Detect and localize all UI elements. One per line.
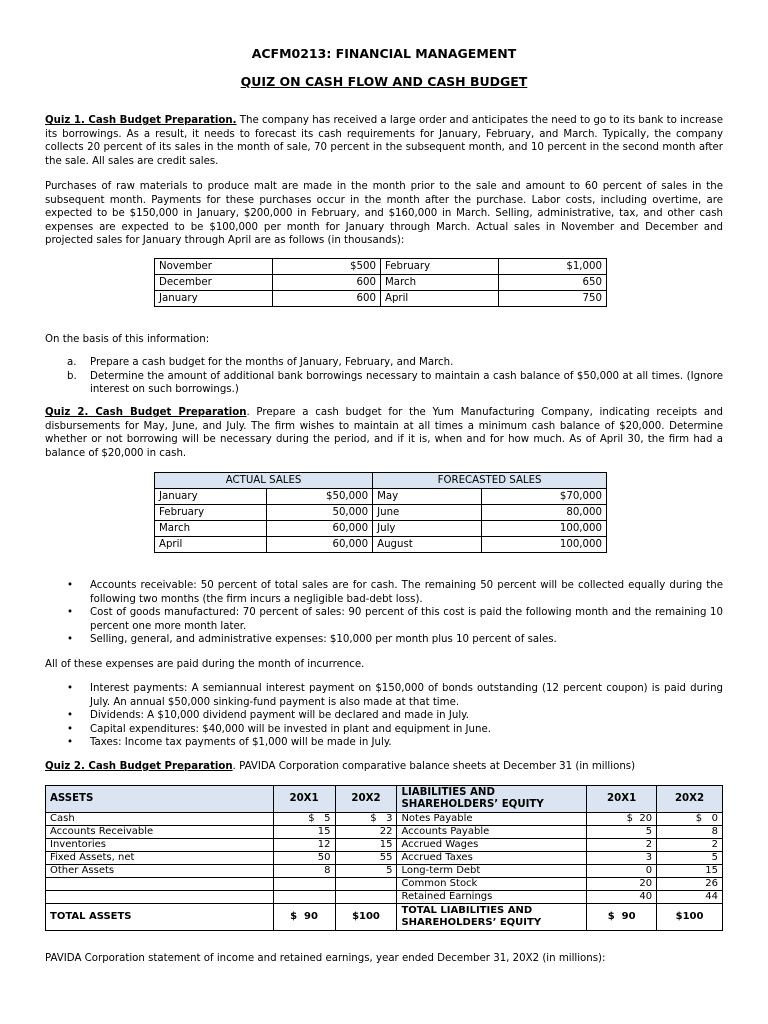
quiz1-task-list: [45, 356, 723, 397]
list-text: Prepare a cash budget for the months of January, February, and March.: [90, 357, 454, 368]
table-row: [46, 839, 723, 852]
quiz1-heading: Quiz 1. Cash Budget Preparation.: [45, 115, 237, 126]
sales-month: January: [155, 291, 273, 307]
quiz2-heading: Quiz 2. Cash Budget Preparation: [45, 407, 247, 418]
table-cell: Fixed Assets, net: [46, 852, 274, 865]
list-item: [45, 579, 723, 606]
forecasted-sales-header: FORECASTED SALES: [373, 473, 607, 489]
table-cell: [46, 891, 274, 904]
list-text: Cost of goods manufactured: 70 percent of sales: 90 percent of this cost is paid the following month and the remaining 10 percent one more month later.: [90, 607, 723, 632]
table-cell: 8: [657, 826, 723, 839]
quiz2-expenses-note: All of these expenses are paid during the month of incurrence.: [45, 659, 365, 670]
sales-month: February: [155, 505, 267, 521]
table-cell: 26: [657, 878, 723, 891]
quiz1-sales-table: [154, 258, 607, 307]
table-cell: 8: [273, 865, 335, 878]
sales-value: 60,000: [267, 537, 373, 553]
sales-month: March: [380, 275, 498, 291]
table-cell: 15: [335, 839, 397, 852]
table-cell: 5: [587, 826, 657, 839]
table-cell: 12: [273, 839, 335, 852]
list-item: [45, 370, 723, 397]
column-header: LIABILITIES AND SHAREHOLDERS’ EQUITY: [397, 786, 587, 813]
table-cell: $ 3: [335, 813, 397, 826]
sales-month: May: [373, 489, 482, 505]
quiz1-purchases: Purchases of raw materials to produce malt are made in the month prior to the sale and amount to 60 percent of sales in the subsequent month. Payments for these purchases occur in the month after the purchase. Labor costs, including overtime, are expected to be $150,000 in January, $200,000 in February, and $160,000 in March. Selling, administrative, tax, and other cash expenses are expected to be $100,000 per month for January through March. Actual sales in November and December and projected sales for January through April are as follows (in thousands):: [45, 181, 723, 246]
list-item: [45, 606, 723, 633]
table-cell: Accounts Receivable: [46, 826, 274, 839]
quiz2-intro: Quiz 2. Cash Budget Preparation. Prepare a cash budget for the Yum Manufacturing Company, indicating receipts and disbursements for May, June, and July. The firm wishes to maintain at all times a minimum cash balance of $20,000. Determine whether or not borrowing will be necessary during the period, and if it is, when and for how much. As of April 30, the firm had a balance of $20,000 in cash.: [45, 407, 723, 459]
sales-value: 80,000: [482, 505, 607, 521]
bullet-icon: •: [67, 683, 74, 694]
list-text: Interest payments: A semiannual interest payment on $150,000 of bonds outstanding (12 percent coupon) is paid during July. An annual $50,000 sinking-fund payment is also made at that time.: [90, 683, 723, 708]
table-cell: Notes Payable: [397, 813, 587, 826]
table-row: [155, 489, 607, 505]
bullet-icon: •: [67, 634, 74, 645]
table-cell: 3: [587, 852, 657, 865]
table-cell: 50: [273, 852, 335, 865]
quiz1-basis: On the basis of this information:: [45, 334, 210, 345]
column-header: 20X1: [587, 786, 657, 813]
table-row: [155, 521, 607, 537]
bullet-icon: •: [67, 710, 74, 721]
table-cell: [335, 891, 397, 904]
income-statement-intro: PAVIDA Corporation statement of income and retained earnings, year ended December 31, 20X2 (in millions):: [45, 953, 606, 964]
table-cell: [46, 878, 274, 891]
table-row: [155, 537, 607, 553]
list-text: Taxes: Income tax payments of $1,000 will be made in July.: [90, 737, 392, 748]
table-cell: 20: [587, 878, 657, 891]
bullet-icon: •: [67, 737, 74, 748]
sales-month: December: [155, 275, 273, 291]
column-header: 20X2: [335, 786, 397, 813]
table-row: [46, 891, 723, 904]
sales-value: 600: [273, 291, 381, 307]
list-marker: b.: [67, 370, 77, 382]
sales-value: 50,000: [267, 505, 373, 521]
quiz3-intro: Quiz 2. Cash Budget Preparation. PAVIDA Corporation comparative balance sheets at December 31 (in millions): [45, 761, 636, 772]
list-text: Selling, general, and administrative expenses: $10,000 per month plus 10 percent of sales.: [90, 634, 557, 645]
table-cell: 5: [335, 865, 397, 878]
total-cell: TOTAL LIABILITIES AND SHAREHOLDERS’ EQUITY: [397, 904, 587, 931]
totals-row: [46, 904, 723, 931]
table-cell: Accrued Wages: [397, 839, 587, 852]
table-cell: 22: [335, 826, 397, 839]
sales-month: August: [373, 537, 482, 553]
table-cell: 2: [587, 839, 657, 852]
list-item: [45, 682, 723, 709]
table-cell: Inventories: [46, 839, 274, 852]
sales-month: February: [380, 259, 498, 275]
table-row: [46, 852, 723, 865]
table-row: [155, 505, 607, 521]
table-cell: 15: [273, 826, 335, 839]
bullet-icon: •: [67, 580, 74, 591]
table-cell: [273, 878, 335, 891]
list-item: [45, 723, 723, 737]
sales-month: April: [380, 291, 498, 307]
list-text: Accounts receivable: 50 percent of total sales are for cash. The remaining 50 percent will be collected equally during the following two months (the firm incurs a negligible bad-debt loss).: [90, 580, 723, 605]
table-row: [155, 275, 607, 291]
total-cell: $ 90: [587, 904, 657, 931]
list-marker: a.: [67, 357, 77, 368]
total-cell: TOTAL ASSETS: [46, 904, 274, 931]
bullet-icon: •: [67, 723, 74, 735]
sales-value: $1,000: [498, 259, 606, 275]
table-row: [155, 291, 607, 307]
table-row: [46, 878, 723, 891]
sales-value: 750: [498, 291, 606, 307]
sales-month: June: [373, 505, 482, 521]
table-cell: Long-term Debt: [397, 865, 587, 878]
list-item: [45, 356, 723, 370]
table-cell: 5: [657, 852, 723, 865]
column-header: 20X2: [657, 786, 723, 813]
table-cell: Accounts Payable: [397, 826, 587, 839]
table-cell: 40: [587, 891, 657, 904]
table-cell: [273, 891, 335, 904]
sales-value: 600: [273, 275, 381, 291]
column-header: ASSETS: [46, 786, 274, 813]
table-cell: 0: [587, 865, 657, 878]
list-item: [45, 736, 723, 750]
column-header: 20X1: [273, 786, 335, 813]
sales-month: March: [155, 521, 267, 537]
table-cell: 15: [657, 865, 723, 878]
sales-value: $50,000: [267, 489, 373, 505]
quiz-title: QUIZ ON CASH FLOW AND CASH BUDGET: [240, 74, 528, 89]
quiz2-payments-list: [45, 682, 723, 750]
course-title: ACFM0213: FINANCIAL MANAGEMENT: [251, 46, 517, 61]
table-cell: [335, 878, 397, 891]
sales-value: $70,000: [482, 489, 607, 505]
table-cell: $ 20: [587, 813, 657, 826]
sales-month: January: [155, 489, 267, 505]
table-cell: $ 0: [657, 813, 723, 826]
sales-value: $500: [273, 259, 381, 275]
balance-sheet-table: [45, 785, 723, 931]
sales-month: November: [155, 259, 273, 275]
quiz2-assumptions-list: [45, 579, 723, 647]
table-cell: 44: [657, 891, 723, 904]
sales-month: April: [155, 537, 267, 553]
table-row: [46, 813, 723, 826]
table-row: [46, 826, 723, 839]
list-item: [45, 633, 723, 647]
quiz2-sales-table: [154, 472, 607, 553]
table-cell: Cash: [46, 813, 274, 826]
table-cell: 55: [335, 852, 397, 865]
total-cell: $100: [335, 904, 397, 931]
sales-month: July: [373, 521, 482, 537]
table-cell: Common Stock: [397, 878, 587, 891]
table-row: [46, 865, 723, 878]
quiz1-intro: Quiz 1. Cash Budget Preparation. The company has received a large order and anticipates the need to go to its bank to increase its borrowings. As a result, it needs to forecast its cash requirements for January, February, and March. Typically, the company collects 20 percent of its sales in the month of sale, 70 percent in the subsequent month, and 10 percent in the second month after the sale. All sales are credit sales.: [45, 115, 724, 167]
table-cell: Accrued Taxes: [397, 852, 587, 865]
list-text: Capital expenditures: $40,000 will be invested in plant and equipment in June.: [90, 723, 491, 735]
quiz3-heading: Quiz 2. Cash Budget Preparation: [45, 761, 233, 772]
total-cell: $ 90: [273, 904, 335, 931]
actual-sales-header: ACTUAL SALES: [155, 473, 373, 489]
table-cell: Retained Earnings: [397, 891, 587, 904]
sales-value: 100,000: [482, 521, 607, 537]
table-cell: 2: [657, 839, 723, 852]
sales-value: 60,000: [267, 521, 373, 537]
sales-value: 100,000: [482, 537, 607, 553]
table-cell: $ 5: [273, 813, 335, 826]
sales-value: 650: [498, 275, 606, 291]
table-row: [155, 259, 607, 275]
bullet-icon: •: [67, 607, 74, 618]
list-text: Determine the amount of additional bank borrowings necessary to maintain a cash balance of $50,000 at all times. (Ignore interest on such borrowings.): [90, 370, 723, 395]
list-item: [45, 709, 723, 723]
table-cell: Other Assets: [46, 865, 274, 878]
list-text: Dividends: A $10,000 dividend payment will be declared and made in July.: [90, 710, 469, 721]
total-cell: $100: [657, 904, 723, 931]
